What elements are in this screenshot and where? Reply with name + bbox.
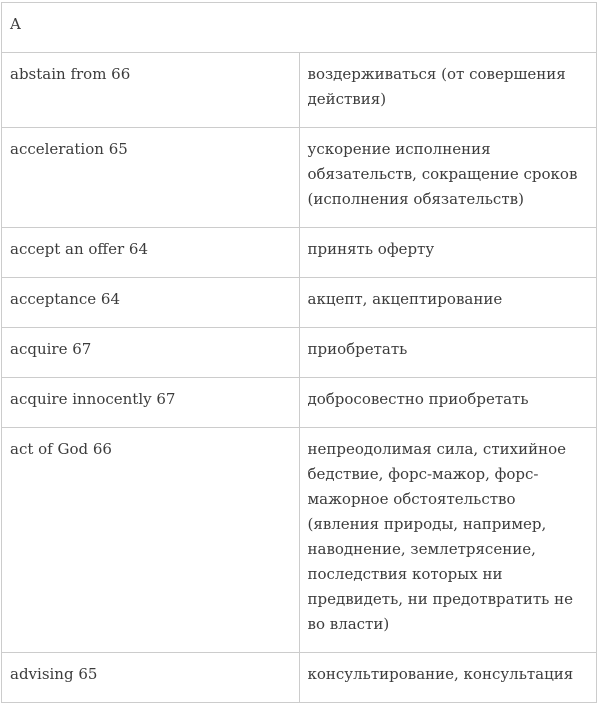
definition-cell: воздерживаться (от совершения действия) bbox=[299, 53, 597, 128]
term-cell: acceptance 64 bbox=[2, 278, 300, 328]
term-cell: acceleration 65 bbox=[2, 128, 300, 228]
term-cell: acquire 67 bbox=[2, 328, 300, 378]
table-row bbox=[2, 53, 597, 128]
table-row bbox=[2, 328, 597, 378]
definition-cell: акцепт, акцептирование bbox=[299, 278, 597, 328]
definition-cell: консультирование, консультация bbox=[299, 653, 597, 703]
term-cell: abstain from 66 bbox=[2, 53, 300, 128]
definition-cell: принять оферту bbox=[299, 228, 597, 278]
definition-cell: непреодолимая сила, стихийное бедствие, форс-мажор, форс-мажорное обстоятельство (явления природы, например, наводнение, землетрясение, последствия которых ни предвидеть, ни предотвратить не во власти) bbox=[299, 428, 597, 653]
term-cell: advising 65 bbox=[2, 653, 300, 703]
section-letter: A bbox=[2, 3, 597, 53]
table-row bbox=[2, 128, 597, 228]
definition-cell: добросовестно приобретать bbox=[299, 378, 597, 428]
section-header-row bbox=[2, 3, 597, 53]
table-row bbox=[2, 228, 597, 278]
table-row bbox=[2, 378, 597, 428]
table-row bbox=[2, 428, 597, 653]
glossary-table bbox=[1, 2, 597, 703]
term-cell: act of God 66 bbox=[2, 428, 300, 653]
table-row bbox=[2, 653, 597, 703]
definition-cell: приобретать bbox=[299, 328, 597, 378]
table-row bbox=[2, 278, 597, 328]
definition-cell: ускорение исполнения обязательств, сокращение сроков (исполнения обязательств) bbox=[299, 128, 597, 228]
term-cell: acquire innocently 67 bbox=[2, 378, 300, 428]
term-cell: accept an offer 64 bbox=[2, 228, 300, 278]
